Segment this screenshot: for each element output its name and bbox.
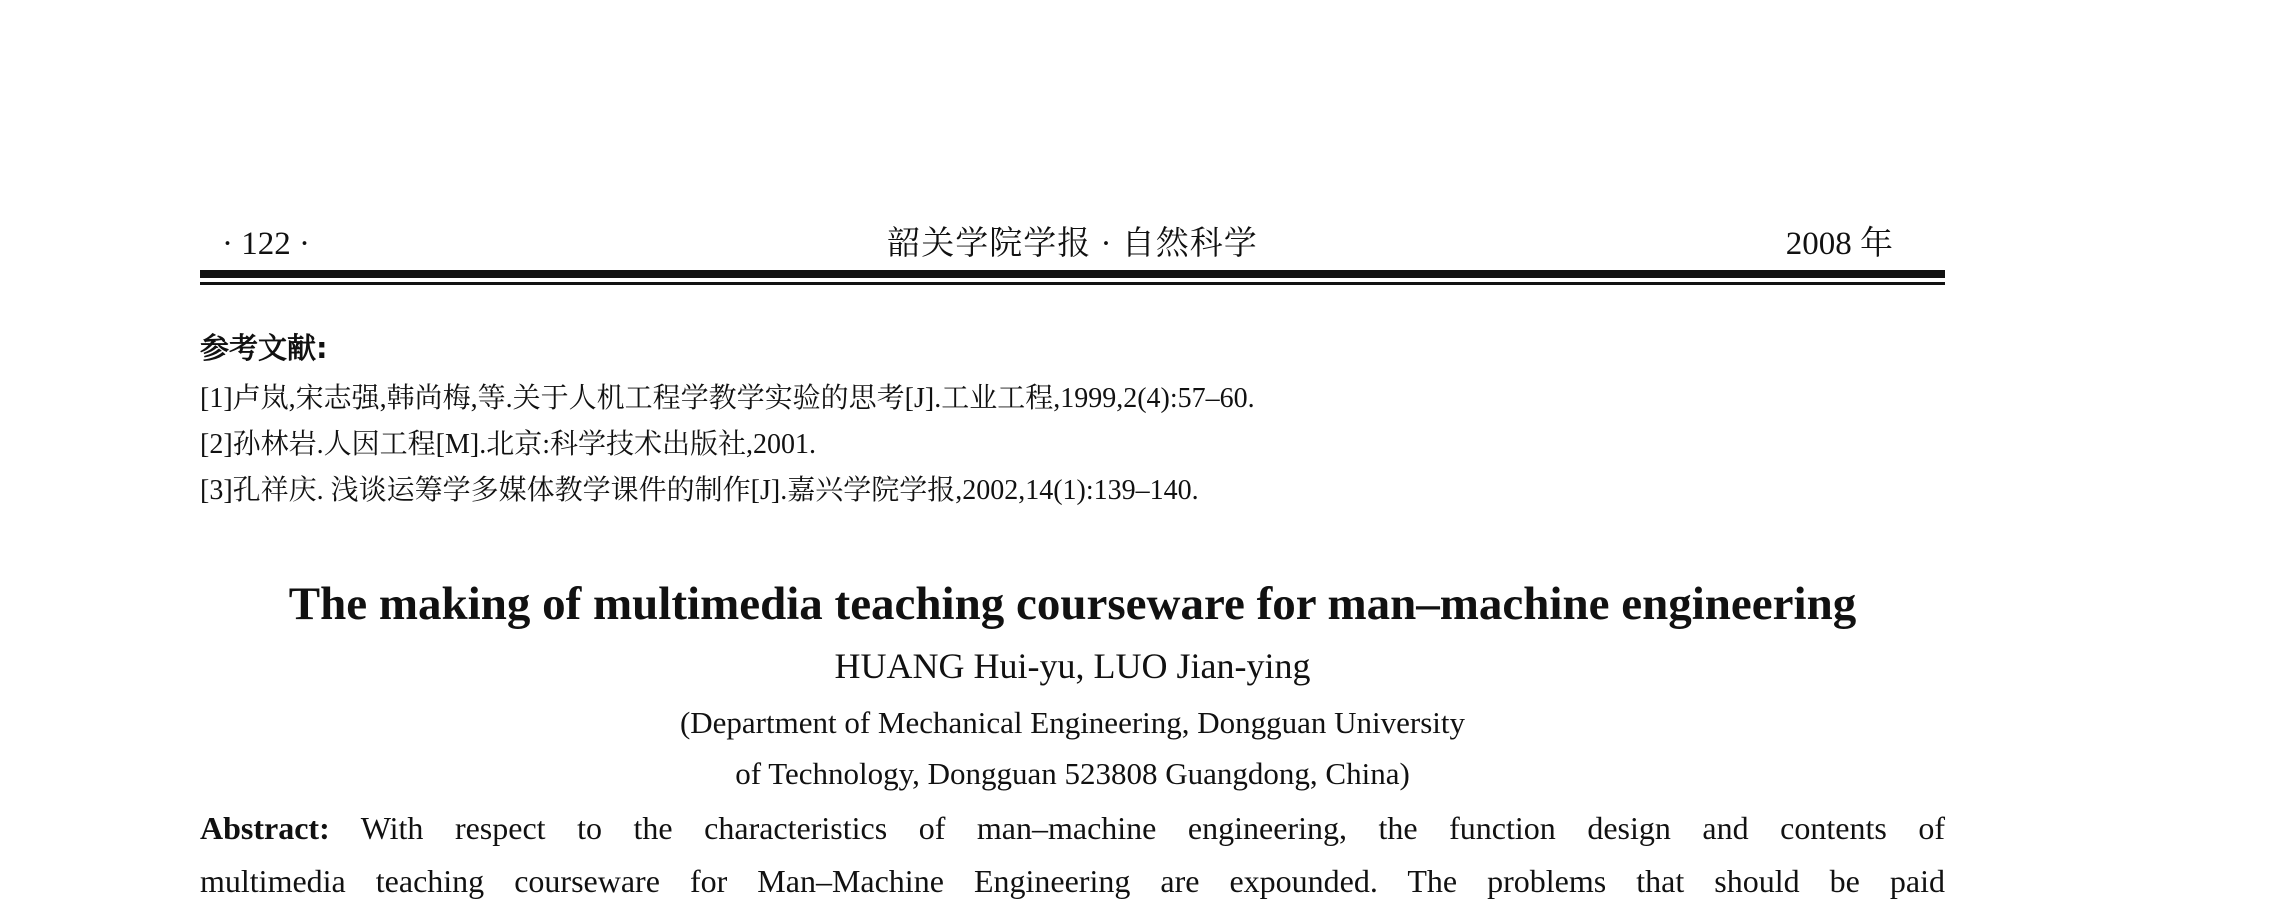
affiliation-line-2: of Technology, Dongguan 523808 Guangdong, China) bbox=[735, 756, 1410, 791]
english-title: The making of multimedia teaching courseware for man–machine engineering bbox=[288, 578, 1857, 630]
english-abstract bbox=[200, 802, 1945, 908]
abstract-line-1 bbox=[200, 802, 1945, 855]
references-section bbox=[200, 326, 1945, 514]
header-rule-thick bbox=[200, 270, 1945, 278]
reference-item-2: [2]孙林岩.人因工程[M].北京:科学技术出版社,2001. bbox=[200, 429, 816, 460]
abstract-text-1: With respect to the characteristics of man–machine engineering, the function design and contents of bbox=[329, 810, 1945, 846]
page-number: · 122 · bbox=[222, 226, 310, 262]
publication-year: 2008 年 bbox=[1785, 226, 1893, 262]
reference-item-1: [1]卢岚,宋志强,韩尚梅,等.关于人机工程学教学实验的思考[J].工业工程,1999,2(4):57–60. bbox=[200, 383, 1255, 414]
affiliation-line-1: (Department of Mechanical Engineering, Dongguan University bbox=[679, 705, 1466, 740]
abstract-line-2: multimedia teaching courseware for Man–Machine Engineering are expounded. The problems that should be paid bbox=[200, 863, 1945, 899]
running-header bbox=[200, 222, 1945, 266]
journal-title: 韶关学院学报 · 自然科学 bbox=[887, 226, 1258, 262]
reference-item-3: [3]孔祥庆. 浅谈运筹学多媒体教学课件的制作[J].嘉兴学院学报,2002,14(1):139–140. bbox=[200, 475, 1199, 506]
abstract-label: Abstract: bbox=[200, 810, 330, 846]
english-authors: HUANG Hui-yu, LUO Jian-ying bbox=[834, 646, 1311, 686]
header-rule-thin bbox=[200, 282, 1945, 285]
references-heading: 参考文献: bbox=[200, 331, 328, 365]
